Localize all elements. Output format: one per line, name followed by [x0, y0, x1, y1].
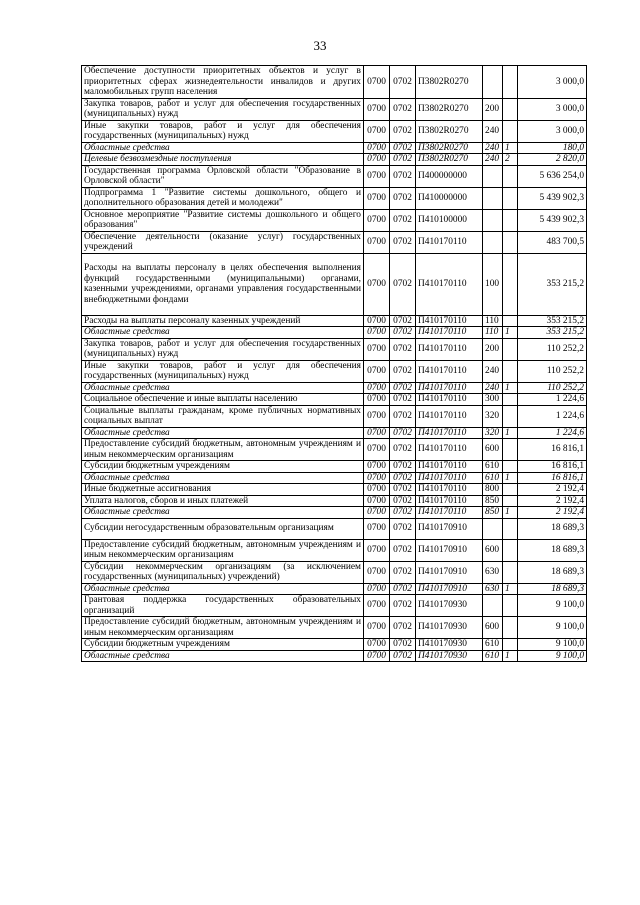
- row-section: 0700: [364, 209, 390, 231]
- row-amount: 2 820,0: [518, 154, 587, 166]
- row-expense-type: 610: [483, 461, 503, 473]
- row-expense-type: [483, 66, 503, 99]
- row-target-code: П3802R0270: [416, 120, 483, 142]
- row-subsection: 0702: [390, 539, 416, 561]
- row-expense-type: 240: [483, 382, 503, 394]
- row-target-code: П410170110: [416, 495, 483, 507]
- row-source: [503, 495, 518, 507]
- row-amount: 2 192,4: [518, 495, 587, 507]
- table-row: [82, 231, 587, 253]
- row-section: 0700: [364, 338, 390, 360]
- row-amount: 110 252,2: [518, 360, 587, 382]
- row-target-code: П410170110: [416, 507, 483, 519]
- row-target-code: П410100000: [416, 209, 483, 231]
- row-name: Предоставление субсидий бюджетным, автономным учреждениям и иным некоммерческим организациям: [82, 439, 364, 461]
- row-source: 1: [503, 427, 518, 439]
- row-target-code: П3802R0270: [416, 142, 483, 154]
- row-name: Предоставление субсидий бюджетным, автономным учреждениям и иным некоммерческим организациям: [82, 539, 364, 561]
- row-source: [503, 165, 518, 187]
- row-subsection: 0702: [390, 495, 416, 507]
- row-subsection: 0702: [390, 394, 416, 406]
- row-section: 0700: [364, 120, 390, 142]
- row-amount: 16 816,1: [518, 439, 587, 461]
- row-name: Областные средства: [82, 142, 364, 154]
- row-amount: 5 636 254,0: [518, 165, 587, 187]
- row-section: 0700: [364, 66, 390, 99]
- row-section: 0700: [364, 539, 390, 561]
- row-source: [503, 394, 518, 406]
- row-section: 0700: [364, 507, 390, 519]
- row-section: 0700: [364, 382, 390, 394]
- row-expense-type: 300: [483, 394, 503, 406]
- row-amount: 18 689,3: [518, 561, 587, 583]
- row-source: [503, 561, 518, 583]
- row-source: [503, 539, 518, 561]
- row-name: Областные средства: [82, 583, 364, 595]
- row-amount: 353 215,2: [518, 327, 587, 339]
- table-row: [82, 338, 587, 360]
- row-subsection: 0702: [390, 427, 416, 439]
- row-target-code: П3802R0270: [416, 98, 483, 120]
- row-section: 0700: [364, 472, 390, 484]
- row-target-code: П410170910: [416, 518, 483, 539]
- row-subsection: 0702: [390, 439, 416, 461]
- table-row: [82, 595, 587, 617]
- row-amount: 16 816,1: [518, 472, 587, 484]
- row-section: 0700: [364, 583, 390, 595]
- table-row: [82, 495, 587, 507]
- row-section: 0700: [364, 427, 390, 439]
- row-amount: 9 100,0: [518, 650, 587, 662]
- row-section: 0700: [364, 231, 390, 253]
- row-target-code: П410170110: [416, 382, 483, 394]
- row-target-code: П410170110: [416, 405, 483, 427]
- row-expense-type: 320: [483, 405, 503, 427]
- row-section: 0700: [364, 617, 390, 639]
- row-target-code: П410170110: [416, 427, 483, 439]
- row-expense-type: 100: [483, 253, 503, 315]
- row-expense-type: 610: [483, 472, 503, 484]
- row-amount: 483 700,5: [518, 231, 587, 253]
- row-name: Субсидии бюджетным учреждениям: [82, 639, 364, 651]
- row-target-code: П410170930: [416, 617, 483, 639]
- row-name: Социальное обеспечение и иные выплаты населению: [82, 394, 364, 406]
- row-subsection: 0702: [390, 120, 416, 142]
- row-name: Предоставление субсидий бюджетным, автономным учреждениям и иным некоммерческим организациям: [82, 617, 364, 639]
- table-row: [82, 120, 587, 142]
- row-source: [503, 120, 518, 142]
- row-target-code: П410000000: [416, 187, 483, 209]
- row-section: 0700: [364, 561, 390, 583]
- row-section: 0700: [364, 187, 390, 209]
- table-row: [82, 405, 587, 427]
- row-target-code: П410170110: [416, 360, 483, 382]
- row-amount: 180,0: [518, 142, 587, 154]
- row-amount: 1 224,6: [518, 405, 587, 427]
- table-row: [82, 484, 587, 496]
- row-subsection: 0702: [390, 154, 416, 166]
- table-row: [82, 187, 587, 209]
- table-row: [82, 253, 587, 315]
- row-expense-type: 630: [483, 561, 503, 583]
- row-subsection: 0702: [390, 382, 416, 394]
- row-amount: 18 689,3: [518, 583, 587, 595]
- row-name: Областные средства: [82, 327, 364, 339]
- row-source: [503, 439, 518, 461]
- row-section: 0700: [364, 315, 390, 327]
- row-amount: 353 215,2: [518, 315, 587, 327]
- row-section: 0700: [364, 154, 390, 166]
- row-section: 0700: [364, 650, 390, 662]
- row-section: 0700: [364, 98, 390, 120]
- row-source: [503, 66, 518, 99]
- table-row: [82, 394, 587, 406]
- row-subsection: 0702: [390, 142, 416, 154]
- row-source: [503, 518, 518, 539]
- row-target-code: П410170930: [416, 595, 483, 617]
- row-amount: 1 224,6: [518, 394, 587, 406]
- row-amount: 353 215,2: [518, 253, 587, 315]
- row-name: Уплата налогов, сборов и иных платежей: [82, 495, 364, 507]
- row-name: Областные средства: [82, 382, 364, 394]
- row-amount: 3 000,0: [518, 66, 587, 99]
- row-section: 0700: [364, 495, 390, 507]
- row-name: Грантовая поддержка государственных образовательных организаций: [82, 595, 364, 617]
- row-subsection: 0702: [390, 253, 416, 315]
- table-row: [82, 461, 587, 473]
- table-row: [82, 98, 587, 120]
- row-subsection: 0702: [390, 461, 416, 473]
- row-amount: 5 439 902,3: [518, 187, 587, 209]
- page-number: 33: [313, 38, 327, 53]
- row-name: Обеспечение деятельности (оказание услуг) государственных учреждений: [82, 231, 364, 253]
- row-amount: 1 224,6: [518, 427, 587, 439]
- row-section: 0700: [364, 360, 390, 382]
- row-name: Областные средства: [82, 427, 364, 439]
- row-subsection: 0702: [390, 561, 416, 583]
- row-source: 1: [503, 472, 518, 484]
- row-amount: 9 100,0: [518, 595, 587, 617]
- row-expense-type: 320: [483, 427, 503, 439]
- row-source: [503, 595, 518, 617]
- row-expense-type: 200: [483, 98, 503, 120]
- row-expense-type: 610: [483, 650, 503, 662]
- row-source: [503, 360, 518, 382]
- table-row: [82, 315, 587, 327]
- budget-table: [81, 65, 587, 662]
- row-target-code: П410170110: [416, 231, 483, 253]
- row-name: Целевые безвозмездные поступления: [82, 154, 364, 166]
- row-subsection: 0702: [390, 360, 416, 382]
- table-row: [82, 507, 587, 519]
- row-name: Иные закупки товаров, работ и услуг для обеспечения государственных (муниципальных) нужд: [82, 360, 364, 382]
- row-source: 2: [503, 154, 518, 166]
- row-target-code: П3802R0270: [416, 66, 483, 99]
- row-subsection: 0702: [390, 507, 416, 519]
- row-expense-type: 240: [483, 120, 503, 142]
- row-name: Областные средства: [82, 650, 364, 662]
- row-expense-type: 600: [483, 439, 503, 461]
- row-amount: 2 192,4: [518, 484, 587, 496]
- table-row: [82, 518, 587, 539]
- row-name: Расходы на выплаты персоналу в целях обеспечения выполнения функций государственными (муниципальными) органами, казенными учреждениями, органами управления государственными внебюджетными фондами: [82, 253, 364, 315]
- row-target-code: П410170110: [416, 484, 483, 496]
- table-row: [82, 165, 587, 187]
- row-amount: 110 252,2: [518, 338, 587, 360]
- row-amount: 5 439 902,3: [518, 209, 587, 231]
- row-source: [503, 253, 518, 315]
- row-subsection: 0702: [390, 98, 416, 120]
- row-subsection: 0702: [390, 165, 416, 187]
- table-row: [82, 583, 587, 595]
- row-amount: 16 816,1: [518, 461, 587, 473]
- row-target-code: П410170930: [416, 650, 483, 662]
- table-row: [82, 66, 587, 99]
- row-name: Расходы на выплаты персоналу казенных учреждений: [82, 315, 364, 327]
- row-source: [503, 98, 518, 120]
- row-source: [503, 405, 518, 427]
- row-target-code: П410170110: [416, 338, 483, 360]
- row-expense-type: 110: [483, 315, 503, 327]
- row-subsection: 0702: [390, 315, 416, 327]
- row-expense-type: 240: [483, 360, 503, 382]
- row-amount: 9 100,0: [518, 617, 587, 639]
- row-source: [503, 617, 518, 639]
- row-target-code: П410170110: [416, 472, 483, 484]
- row-section: 0700: [364, 595, 390, 617]
- table-row: [82, 639, 587, 651]
- row-expense-type: 800: [483, 484, 503, 496]
- row-target-code: П3802R0270: [416, 154, 483, 166]
- row-expense-type: 630: [483, 583, 503, 595]
- row-section: 0700: [364, 405, 390, 427]
- row-target-code: П410170110: [416, 394, 483, 406]
- row-expense-type: [483, 518, 503, 539]
- row-subsection: 0702: [390, 405, 416, 427]
- row-source: 1: [503, 583, 518, 595]
- row-expense-type: [483, 595, 503, 617]
- row-subsection: 0702: [390, 617, 416, 639]
- table-row: [82, 327, 587, 339]
- row-amount: 2 192,4: [518, 507, 587, 519]
- table-row: [82, 539, 587, 561]
- row-amount: 18 689,3: [518, 539, 587, 561]
- row-target-code: П410170110: [416, 439, 483, 461]
- row-subsection: 0702: [390, 518, 416, 539]
- row-section: 0700: [364, 165, 390, 187]
- row-name: Субсидии бюджетным учреждениям: [82, 461, 364, 473]
- row-expense-type: 110: [483, 327, 503, 339]
- table-row: [82, 439, 587, 461]
- table-row: [82, 209, 587, 231]
- row-target-code: П410170110: [416, 253, 483, 315]
- row-source: 1: [503, 142, 518, 154]
- row-expense-type: 850: [483, 507, 503, 519]
- row-amount: 18 689,3: [518, 518, 587, 539]
- row-source: 1: [503, 327, 518, 339]
- row-target-code: П410170910: [416, 583, 483, 595]
- row-source: 1: [503, 507, 518, 519]
- row-expense-type: [483, 231, 503, 253]
- row-section: 0700: [364, 142, 390, 154]
- row-target-code: П410170110: [416, 461, 483, 473]
- row-expense-type: [483, 209, 503, 231]
- table-row: [82, 650, 587, 662]
- table-row: [82, 360, 587, 382]
- row-name: Подпрограмма 1 "Развитие системы дошкольного, общего и дополнительного образования детей и молодежи": [82, 187, 364, 209]
- table-row: [82, 617, 587, 639]
- row-section: 0700: [364, 439, 390, 461]
- row-section: 0700: [364, 253, 390, 315]
- row-expense-type: 200: [483, 338, 503, 360]
- row-name: Иные закупки товаров, работ и услуг для обеспечения государственных (муниципальных) нужд: [82, 120, 364, 142]
- table-body: [82, 66, 587, 662]
- row-section: 0700: [364, 461, 390, 473]
- row-name: Субсидии негосударственным образовательным организациям: [82, 518, 364, 539]
- row-source: [503, 461, 518, 473]
- row-subsection: 0702: [390, 187, 416, 209]
- table-row: [82, 154, 587, 166]
- row-subsection: 0702: [390, 338, 416, 360]
- row-source: [503, 639, 518, 651]
- row-section: 0700: [364, 639, 390, 651]
- row-expense-type: 610: [483, 639, 503, 651]
- row-amount: 3 000,0: [518, 98, 587, 120]
- row-subsection: 0702: [390, 639, 416, 651]
- row-name: Областные средства: [82, 507, 364, 519]
- row-name: Субсидии некоммерческим организациям (за исключением государственных (муниципальных) учреждений): [82, 561, 364, 583]
- row-target-code: П410170930: [416, 639, 483, 651]
- row-subsection: 0702: [390, 209, 416, 231]
- row-expense-type: 240: [483, 142, 503, 154]
- row-subsection: 0702: [390, 583, 416, 595]
- row-target-code: П400000000: [416, 165, 483, 187]
- row-source: 1: [503, 382, 518, 394]
- row-expense-type: [483, 187, 503, 209]
- row-name: Закупка товаров, работ и услуг для обеспечения государственных (муниципальных) нужд: [82, 338, 364, 360]
- row-subsection: 0702: [390, 472, 416, 484]
- row-target-code: П410170910: [416, 561, 483, 583]
- row-amount: 3 000,0: [518, 120, 587, 142]
- row-source: [503, 315, 518, 327]
- row-target-code: П410170110: [416, 327, 483, 339]
- row-source: [503, 187, 518, 209]
- row-name: Государственная программа Орловской области "Образование в Орловской области": [82, 165, 364, 187]
- row-expense-type: 600: [483, 617, 503, 639]
- table-row: [82, 382, 587, 394]
- row-subsection: 0702: [390, 650, 416, 662]
- row-amount: 9 100,0: [518, 639, 587, 651]
- row-source: 1: [503, 650, 518, 662]
- row-target-code: П410170910: [416, 539, 483, 561]
- row-section: 0700: [364, 394, 390, 406]
- row-name: Иные бюджетные ассигнования: [82, 484, 364, 496]
- row-subsection: 0702: [390, 327, 416, 339]
- row-section: 0700: [364, 484, 390, 496]
- row-name: Закупка товаров, работ и услуг для обеспечения государственных (муниципальных) нужд: [82, 98, 364, 120]
- row-expense-type: 240: [483, 154, 503, 166]
- row-name: Основное мероприятие "Развитие системы дошкольного и общего образования": [82, 209, 364, 231]
- row-source: [503, 338, 518, 360]
- row-expense-type: 600: [483, 539, 503, 561]
- row-name: Социальные выплаты гражданам, кроме публичных нормативных социальных выплат: [82, 405, 364, 427]
- row-subsection: 0702: [390, 66, 416, 99]
- row-subsection: 0702: [390, 484, 416, 496]
- row-subsection: 0702: [390, 231, 416, 253]
- row-amount: 110 252,2: [518, 382, 587, 394]
- row-expense-type: 850: [483, 495, 503, 507]
- row-source: [503, 231, 518, 253]
- row-subsection: 0702: [390, 595, 416, 617]
- row-section: 0700: [364, 327, 390, 339]
- table-row: [82, 561, 587, 583]
- table-row: [82, 472, 587, 484]
- row-expense-type: [483, 165, 503, 187]
- row-target-code: П410170110: [416, 315, 483, 327]
- table-row: [82, 427, 587, 439]
- row-source: [503, 484, 518, 496]
- row-name: Обеспечение доступности приоритетных объектов и услуг в приоритетных сферах жизнедеятельности инвалидов и других маломобильных групп населения: [82, 66, 364, 99]
- row-name: Областные средства: [82, 472, 364, 484]
- row-section: 0700: [364, 518, 390, 539]
- table-row: [82, 142, 587, 154]
- row-source: [503, 209, 518, 231]
